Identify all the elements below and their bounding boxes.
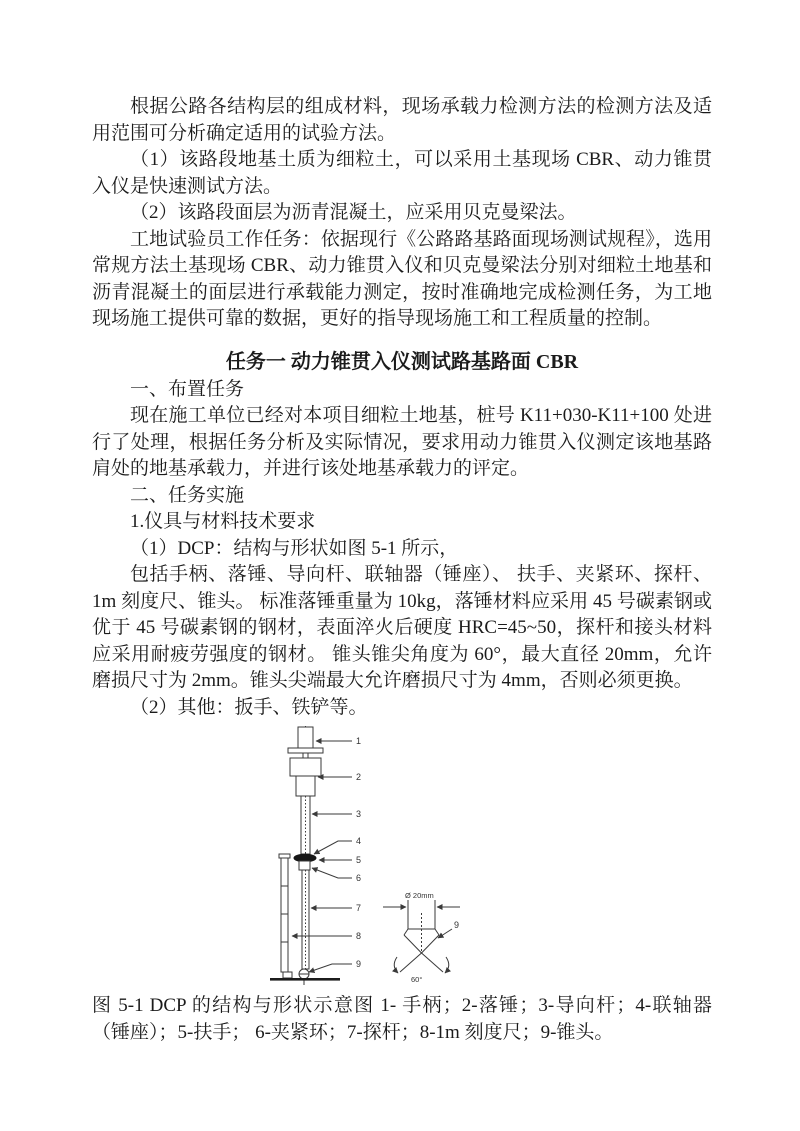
part-label-8: 8: [356, 931, 362, 941]
cone-angle-label: 60°: [411, 975, 423, 984]
section-heading: 任务一 动力锥贯入仪测试路基路面 CBR: [225, 350, 579, 373]
body-paragraph: 包括手柄、落锤、导向杆、联轴器（锤座）、 扶手、夹紧环、探杆、1m 刻度尺、锥头。 标准落锤重量为 10kg，落锤材料应采用 45 号碳素钢或优于 45 号碳素钢的钢材，表面淬火后硬度 HRC=45~50，探杆和接头材料应采用耐疲劳强度的钢材。 锥头锥尖角度为 60°，最大直径 20mm，允许磨损尺寸为 2mm。锥头尖端最大允许磨损尺寸为 4mm，否则必须更换。: [92, 564, 712, 691]
base-plate-line: [270, 978, 340, 981]
figure-caption: 图 5-1 DCP 的结构与形状示意图 1- 手柄；2-落锤；3-导向杆；4-联轴器（锤座）；5-扶手； 6-夹紧环；7-探杆；8-1m 刻度尺；9-锥头。: [92, 995, 712, 1043]
part-label-5: 5: [356, 855, 362, 865]
body-paragraph: 1.仪具与材料技术要求: [130, 511, 316, 532]
body-paragraph: 根据公路各结构层的组成材料，现场承载力检测方法的检测方法及适用范围可分析确定适用的试验方法。: [92, 96, 712, 144]
dcp-diagram-svg: [92, 721, 712, 993]
dcp-guide-rod: [301, 796, 310, 854]
dcp-clamping-ring: [299, 861, 310, 870]
part-label-2: 2: [356, 772, 362, 782]
figure-5-1-dcp-diagram: [92, 721, 712, 993]
body-paragraph: 二、任务实施: [130, 484, 245, 506]
body-paragraph: 现在施工单位已经对本项目细粒土地基，桩号 K11+030-K11+100 处进行了处理，根据任务分析及实际情况，要求用动力锥贯入仪测定该地基路肩处的地基承载力，并进行该处地基承载力的评定。: [92, 405, 712, 479]
dcp-drop-hammer: [290, 758, 321, 796]
dcp-handle: [288, 727, 323, 758]
part-label-6: 6: [356, 873, 362, 883]
cone-diameter-label: Ø 20mm: [405, 891, 434, 900]
part-label-9: 9: [356, 959, 362, 969]
part-label-1: 1: [356, 736, 362, 746]
dcp-scale-ruler: [279, 854, 292, 978]
part-label-3: 3: [356, 809, 362, 819]
part-number-labels: [356, 736, 361, 969]
part-label-7: 7: [356, 903, 362, 913]
body-paragraph: 工地试验员工作任务：依据现行《公路路基路面现场测试规程》，选用常规方法土基现场 CBR、动力锥贯入仪和贝克曼梁法分别对细粒土地基和沥青混凝土的面层进行承载能力测定，按时准确地完成检测任务，为工地现场施工提供可靠的数据，更好的指导现场施工和工程质量的控制。: [92, 228, 712, 329]
cone-detail-part-label: 9: [454, 920, 460, 930]
body-paragraph: （1）DCP：结构与形状如图 5-1 所示，: [130, 537, 459, 559]
body-paragraph: 一、布置任务: [130, 378, 245, 400]
body-paragraph: （2）其他：扳手、铁铲等。: [130, 696, 368, 718]
cone-tip-detail: [383, 891, 460, 984]
body-paragraph: （2）该路段面层为沥青混凝土，应采用贝克曼梁法。: [130, 202, 577, 223]
body-paragraph: （1）该路段地基土质为细粒土，可以采用土基现场 CBR、动力锥贯入仪是快速测试方法。: [92, 149, 712, 197]
dcp-cone-head: [299, 969, 309, 985]
part-label-4: 4: [356, 836, 362, 846]
dcp-probe-rod: [302, 870, 309, 969]
